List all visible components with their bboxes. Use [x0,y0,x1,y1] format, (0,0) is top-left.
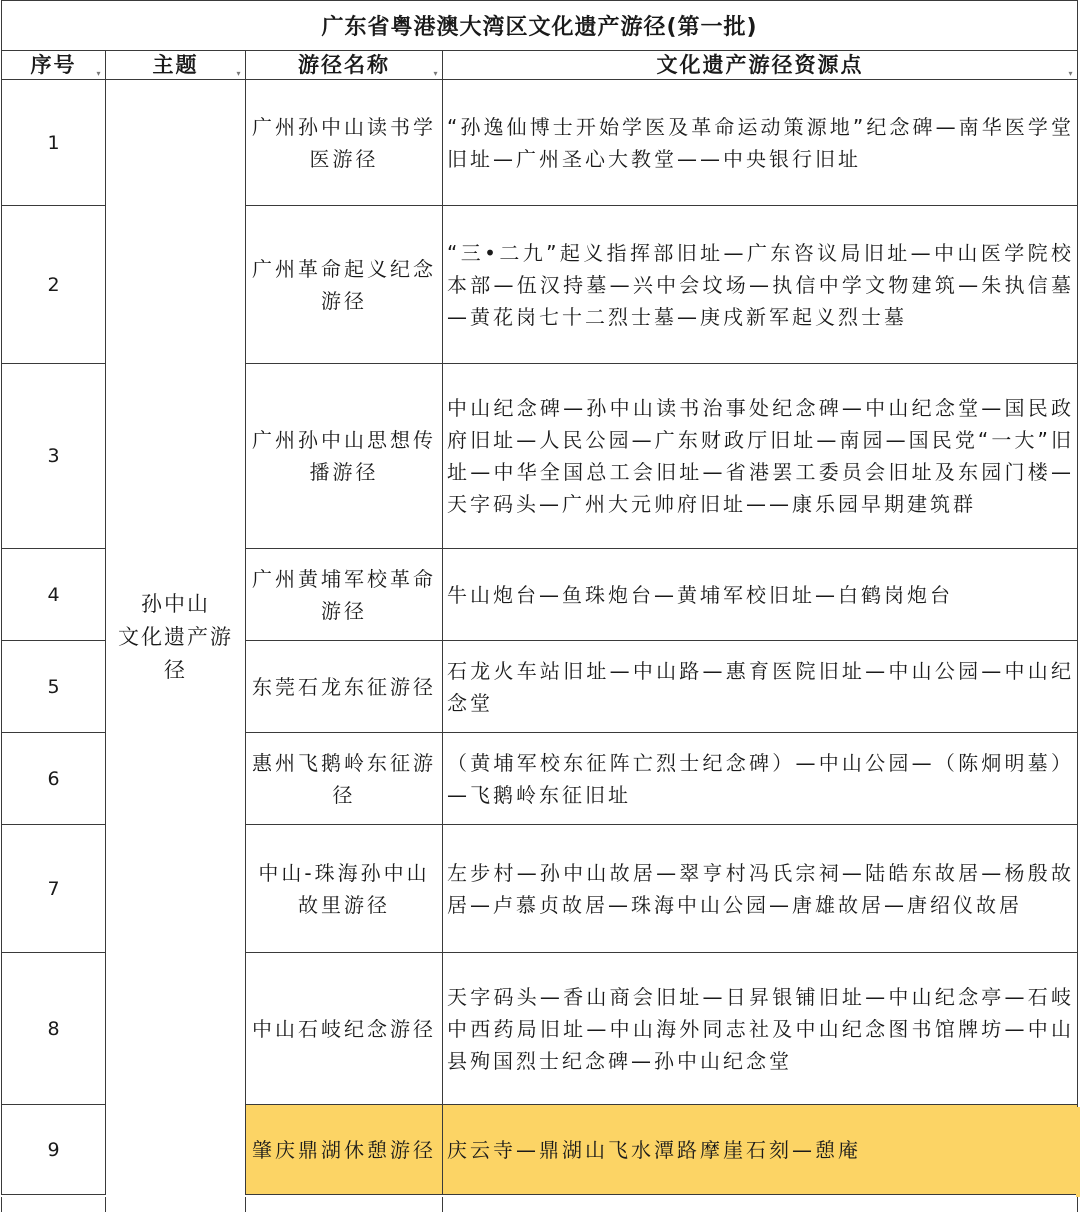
route-name: 东莞石龙东征游径 [246,641,443,733]
theme-line: 径 [164,657,187,682]
theme-cell [106,80,246,1195]
row-number: 3 [2,364,106,549]
theme-line: 文化遗产游 [118,624,233,649]
header-cell-theme[interactable]: 主题 ▾ [106,51,246,80]
header-cell-number[interactable]: 序号 ▾ [2,51,106,80]
header-cell-resource-points[interactable]: 文化遗产游径资源点 ▾ [443,51,1078,80]
resource-points: 左步村—孙中山故居—翠亨村冯氏宗祠—陆皓东故居—杨殷故居—卢慕贞故居—珠海中山公园—唐雄故居—唐绍仪故居 [443,825,1078,953]
route-name: 中山石岐纪念游径 [246,953,443,1105]
route-name: 广州革命起义纪念游径 [246,206,443,364]
row-number: 5 [2,641,106,733]
route-name: 广州孙中山读书学医游径 [246,80,443,206]
resource-points: （黄埔军校东征阵亡烈士纪念碑）—中山公园—（陈炯明墓）—飞鹅岭东征旧址 [443,733,1078,825]
resource-points: “孙逸仙博士开始学医及革命运动策源地”纪念碑—南华医学堂旧址—广州圣心大教堂——中央银行旧址 [443,80,1078,206]
theme-line: 孙中山 [141,591,210,616]
row-number: 1 [2,80,106,206]
table-title: 广东省粤港澳大湾区文化遗产游径(第一批) [2,1,1078,51]
route-name: 惠州飞鹅岭东征游径 [246,733,443,825]
next-row-partial [1,1197,1077,1212]
resource-points: 石龙火车站旧址—中山路—惠育医院旧址—中山公园—中山纪念堂 [443,641,1078,733]
header-cell-route-name[interactable]: 游径名称 ▾ [246,51,443,80]
heritage-route-table [1,0,1078,1195]
filter-dropdown-icon[interactable]: ▾ [236,69,241,78]
filter-dropdown-icon[interactable]: ▾ [433,69,438,78]
filter-dropdown-icon[interactable]: ▾ [96,69,101,78]
route-name: 广州孙中山思想传播游径 [246,364,443,549]
table-row [2,80,1078,206]
row-number: 7 [2,825,106,953]
row-number: 6 [2,733,106,825]
header-row [2,51,1078,80]
highlight-edge [1076,1107,1080,1197]
resource-points: 中山纪念碑—孙中山读书治事处纪念碑—中山纪念堂—国民政府旧址—人民公园—广东财政厅旧址—南园—国民党“一大”旧址—中华全国总工会旧址—省港罢工委员会旧址及东园门楼—天字码头—广州大元帅府旧址——康乐园早期建筑群 [443,364,1078,549]
filter-dropdown-icon[interactable]: ▾ [1068,69,1073,78]
route-name: 中山-珠海孙中山故里游径 [246,825,443,953]
row-number: 9 [2,1105,106,1195]
resource-points: “三•二九”起义指挥部旧址—广东咨议局旧址—中山医学院校本部—伍汉持墓—兴中会坟场—执信中学文物建筑—朱执信墓—黄花岗七十二烈士墓—庚戌新军起义烈士墓 [443,206,1078,364]
resource-points: 天字码头—香山商会旧址—日昇银铺旧址—中山纪念亭—石岐中西药局旧址—中山海外同志社及中山纪念图书馆牌坊—中山县殉国烈士纪念碑—孙中山纪念堂 [443,953,1078,1105]
resource-points: 牛山炮台—鱼珠炮台—黄埔军校旧址—白鹤岗炮台 [443,549,1078,641]
resource-points: 庆云寺—鼎湖山飞水潭路摩崖石刻—憩庵 [443,1105,1078,1195]
row-number: 4 [2,549,106,641]
row-number: 8 [2,953,106,1105]
route-name: 肇庆鼎湖休憩游径 [246,1105,443,1195]
row-number: 2 [2,206,106,364]
route-name: 广州黄埔军校革命游径 [246,549,443,641]
